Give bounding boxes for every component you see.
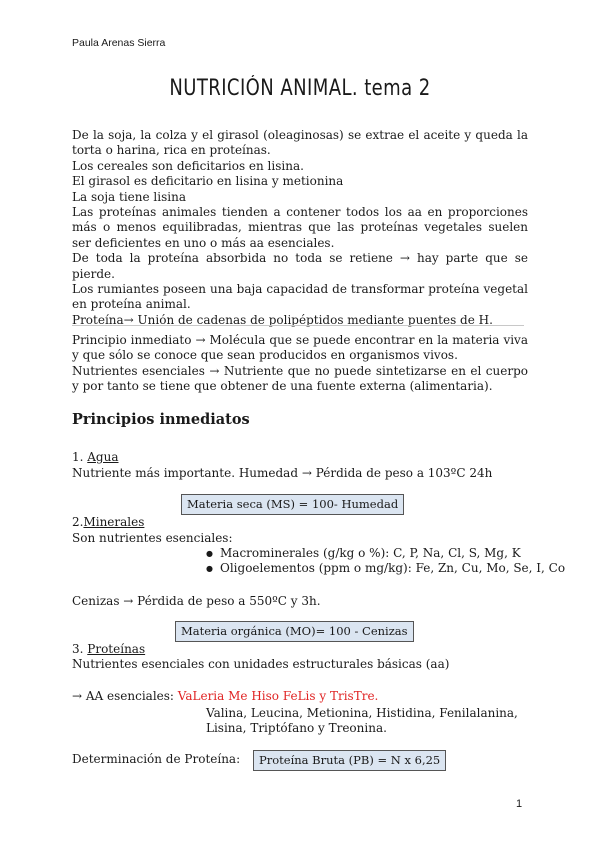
minerales-heading <box>72 515 144 530</box>
agua-heading <box>72 450 119 465</box>
proteinas-number: 3. <box>72 642 88 656</box>
proteina-bruta-box: Proteína Bruta (PB) = N x 6,25 <box>253 750 446 771</box>
definitions-block <box>72 333 528 395</box>
materia-organica-box: Materia orgánica (MO)= 100 - Cenizas <box>175 621 414 642</box>
agua-title: Agua <box>87 450 119 464</box>
definition-principio: Principio inmediato → Molécula que se puede encontrar en la materia viva y que sólo se conoce que sean producidos en organismos vivos. <box>72 333 528 363</box>
intro-para-3: El girasol es deficitario en lisina y metionina <box>72 174 344 189</box>
intro-para-6: De toda la proteína absorbida no toda se retiene → hay parte que se pierde. <box>72 251 528 281</box>
page-number: 1 <box>516 798 523 810</box>
agua-text: Nutriente más importante. Humedad → Pérdida de peso a 103ºC 24h <box>72 466 493 480</box>
intro-para-2: Los cereales son deficitarios en lisina. <box>72 158 304 173</box>
intro-para-8: Proteína→ Unión de cadenas de polipéptidos mediante puentes de H. <box>72 312 493 327</box>
materia-seca-box: Materia seca (MS) = 100- Humedad <box>181 494 404 515</box>
minerales-text: Son nutrientes esenciales: <box>72 531 233 545</box>
author-header: Paula Arenas Sierra <box>72 37 166 49</box>
list-item-oligoelementos: ● Oligoelementos (ppm o mg/kg): Fe, Zn, Cu, Mo, Se, I, Co <box>206 561 565 576</box>
definition-nutrientes: Nutrientes esenciales → Nutriente que no puede sintetizarse en el cuerpo y por tanto se tiene que obtener de una fuente externa (alimentaria). <box>72 363 528 394</box>
aa-esenciales-line <box>72 689 378 704</box>
minerales-number: 2. <box>72 515 84 529</box>
minerales-title: Minerales <box>83 515 145 529</box>
proteinas-title: Proteínas <box>87 642 146 656</box>
page-title: NUTRICIÓN ANIMAL. tema 2 <box>169 76 431 101</box>
intro-para-4: La soja tiene lisina <box>72 189 186 204</box>
list-item-macrominerales: ● Macrominerales (g/kg o %): C, P, Na, Cl, S, Mg, K <box>206 546 565 561</box>
aa-list: Valina, Leucina, Metionina, Histidina, Fenilalanina, Lisina, Triptófano y Treonina. <box>206 706 518 736</box>
proteinas-text: Nutrientes esenciales con unidades estructurales básicas (aa) <box>72 657 450 671</box>
proteinas-heading <box>72 642 145 657</box>
minerales-list <box>206 546 565 577</box>
intro-para-5: Las proteínas animales tienden a contener todos los aa en proporciones más o menos equilibradas, mientras que las proteínas vegetales suelen ser deficientes en uno o más aa esenciales. <box>72 205 528 250</box>
intro-block <box>72 128 528 328</box>
divider <box>72 325 524 326</box>
intro-para-7: Los rumiantes poseen una baja capacidad de transformar proteína vegetal en proteína animal. <box>72 282 528 312</box>
agua-number: 1. <box>72 450 88 464</box>
cenizas-text: Cenizas → Pérdida de peso a 550ºC y 3h. <box>72 594 321 608</box>
aa-mnemonic: VaLeria Me Hiso FeLis y TrisTre. <box>177 689 379 703</box>
intro-para-1: De la soja, la colza y el girasol (oleaginosas) se extrae el aceite y queda la torta o harina, rica en proteínas. <box>72 128 528 158</box>
section-heading: Principios inmediatos <box>72 411 250 428</box>
determinacion-label: Determinación de Proteína: <box>72 752 241 766</box>
aa-label: → AA esenciales: <box>72 689 178 703</box>
